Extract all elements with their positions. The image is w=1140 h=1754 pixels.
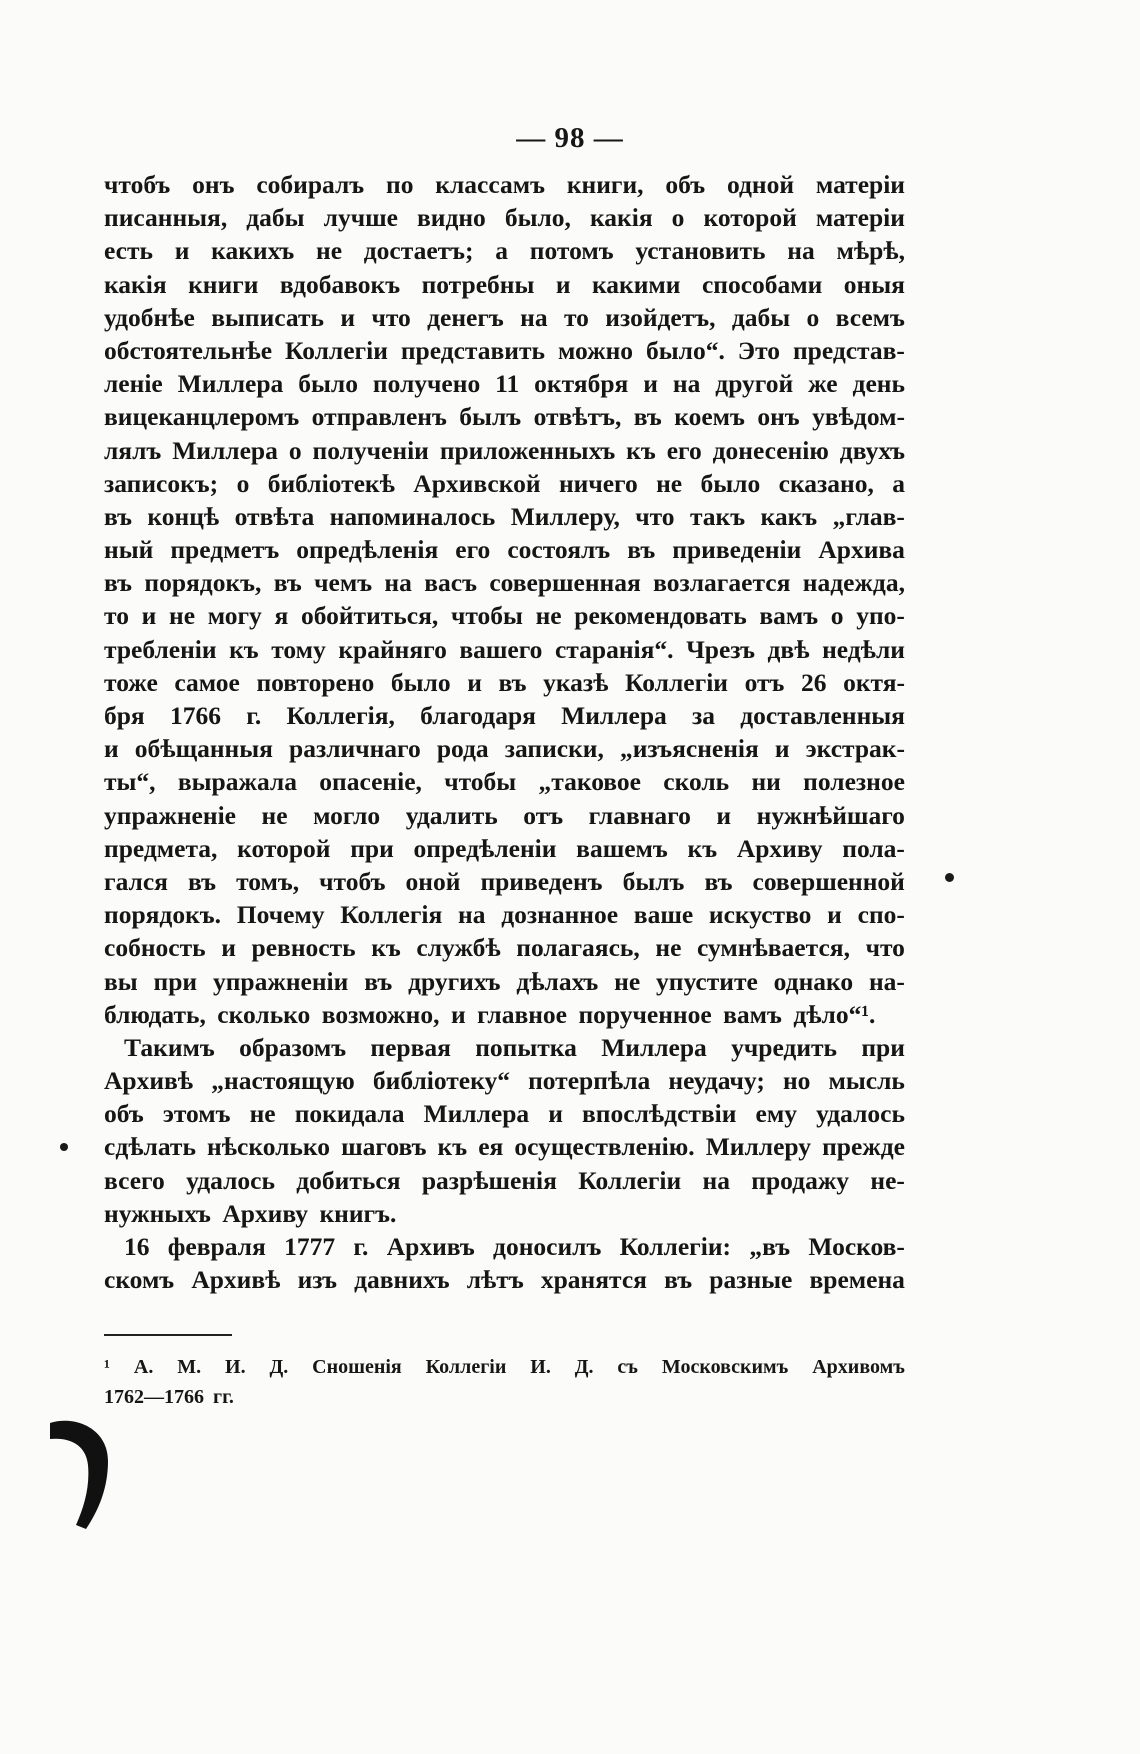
- text-line: объ этомъ не покидала Миллера и впослѣдствіи ему удалось: [104, 1099, 905, 1129]
- ink-speck: [945, 873, 954, 882]
- text-line: порядокъ. Почему Коллегія на дознанное ваше искуство и спо-: [104, 900, 905, 930]
- text-line: и обѣщанныя различнаго рода записки, „изъясненія и экстрак-: [104, 734, 905, 764]
- text-line: 16 февраля 1777 г. Архивъ доносилъ Коллегіи: „въ Москов-: [124, 1232, 905, 1261]
- text-line: тоже самое повторено было и въ указѣ Коллегіи отъ 26 октя-: [104, 667, 905, 697]
- text-line: бря 1766 г. Коллегія, благодаря Миллера за доставленныя: [104, 701, 905, 730]
- text-line: леніе Миллера было получено 11 октября и на другой же день: [104, 369, 905, 399]
- text-line: ты“, выражала опасеніе, чтобы „таковое сколь ни полезное: [104, 767, 905, 797]
- text-line: въ порядокъ, въ чемъ на васъ совершенная возлагается надежда,: [104, 568, 905, 598]
- text-line: обстоятельнѣе Коллегіи представить можно было“. Это представ-: [104, 335, 905, 365]
- text-line: есть и какихъ не достаетъ; а потомъ установить на мѣрѣ,: [104, 236, 905, 266]
- text-line: вицеканцлеромъ отправленъ былъ отвѣтъ, въ коемъ онъ увѣдом-: [104, 402, 905, 432]
- page-number: — 98 —: [516, 122, 624, 154]
- text-line: нужныхъ Архиву книгъ.: [104, 1198, 397, 1228]
- text-line: сдѣлать нѣсколько шаговъ къ ея осуществленію. Миллеру прежде: [104, 1132, 905, 1162]
- text-line: записокъ; о библіотекѣ Архивской ничего не было сказано, а: [104, 468, 905, 498]
- text-line: лялъ Миллера о полученіи приложенныхъ къ его донесенію двухъ: [104, 435, 905, 465]
- main-text: [104, 168, 905, 1296]
- text-line: то и не могу я обойтиться, чтобы не рекомендовать вамъ о упо-: [104, 601, 905, 631]
- text-line: упражненіе не могло удалить отъ главнаго и нужнѣйшаго: [104, 800, 905, 830]
- margin-bracket-mark: [46, 1415, 118, 1535]
- text-line: вы при упражненіи въ другихъ дѣлахъ не упустите однако на-: [104, 966, 905, 996]
- text-line: собность и ревность къ службѣ полагаясь, не сумнѣвается, что: [104, 933, 905, 963]
- text-line: какія книги вдобавокъ потребны и какими способами оныя: [104, 269, 905, 299]
- text-line: писанныя, дабы лучше видно было, какія о которой матеріи: [104, 203, 905, 233]
- footnote-divider: [104, 1334, 232, 1336]
- text-line: ный предметъ опредѣленія его состоялъ въ приведеніи Архива: [104, 535, 905, 565]
- text-line: всего удалось добиться разрѣшенія Коллегіи на продажу не-: [104, 1165, 905, 1195]
- text-line: требленіи къ тому крайняго вашего старанія“. Чрезъ двѣ недѣли: [104, 634, 905, 664]
- text-line: чтобъ онъ собиралъ по классамъ книги, объ одной матеріи: [104, 170, 905, 199]
- text-line: удобнѣе выписать и что денегъ на то изойдетъ, дабы о всемъ: [104, 302, 905, 332]
- ink-speck: [60, 1143, 68, 1151]
- text-line: предмета, которой при опредѣленіи вашемъ къ Архиву пола-: [104, 833, 905, 863]
- text-line: гался въ томъ, чтобъ оной приведенъ былъ въ совершенной: [104, 866, 905, 896]
- text-line: блюдать, сколько возможно, и главное порученное вамъ дѣло“¹.: [104, 999, 876, 1029]
- text-line: въ концѣ отвѣта напоминалось Миллеру, что такъ какъ „глав-: [104, 501, 905, 531]
- footnote-line: 1762—1766 гг.: [104, 1386, 234, 1408]
- footnote-line: ¹ А. М. И. Д. Сношенія Коллегіи И. Д. съ Московскимъ Архивомъ: [104, 1356, 905, 1378]
- text-line: Архивѣ „настоящую библіотеку“ потерпѣла неудачу; но мысль: [104, 1066, 905, 1096]
- text-line: Такимъ образомъ первая попытка Миллера учредить при: [124, 1032, 905, 1062]
- text-line: скомъ Архивѣ изъ давнихъ лѣтъ хранятся въ разные времена: [104, 1265, 905, 1295]
- footnotes: [104, 1352, 905, 1412]
